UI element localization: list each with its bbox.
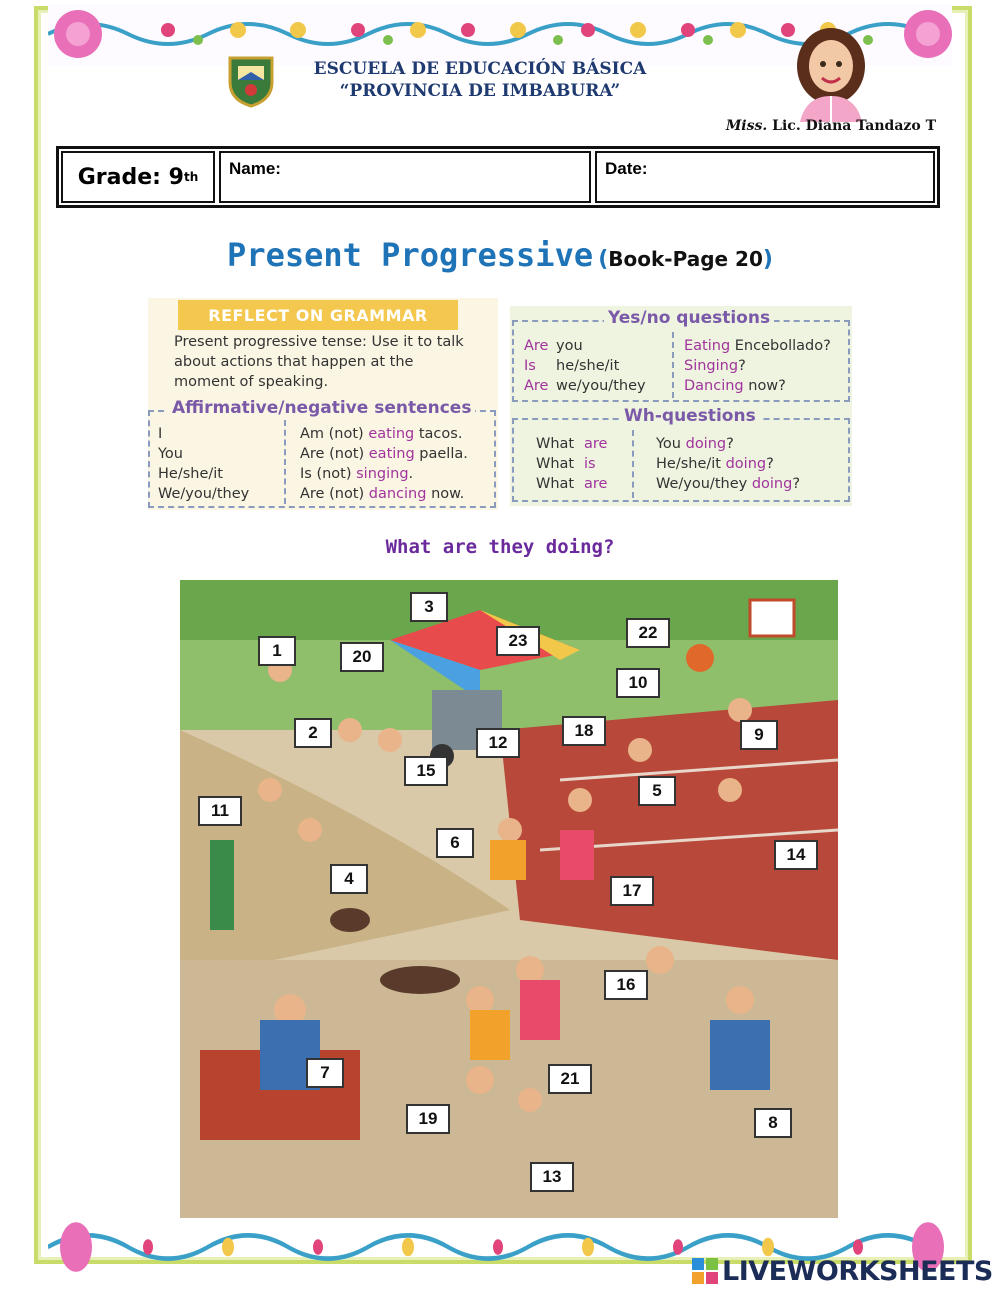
wh-aux-0: are bbox=[584, 436, 608, 452]
name-label: Name: bbox=[229, 159, 281, 178]
aff-row-3 bbox=[300, 484, 496, 504]
picture-label-20: 20 bbox=[340, 642, 384, 672]
aff-row-2 bbox=[300, 464, 496, 484]
wh-subject-1: He/she/it bbox=[656, 456, 721, 472]
affirmative-heading: Affirmative/negative sentences bbox=[168, 398, 475, 418]
grammar-panel-left bbox=[148, 298, 498, 510]
title-open-paren: ( bbox=[598, 247, 609, 272]
teacher-signature bbox=[700, 118, 936, 134]
picture-label-11: 11 bbox=[198, 796, 242, 826]
wh-heading: Wh-questions bbox=[620, 406, 760, 426]
wh-rest-1: ? bbox=[766, 456, 774, 472]
picture-label-17: 17 bbox=[610, 876, 654, 906]
yn-row-1 bbox=[524, 356, 674, 376]
affirmative-verbs bbox=[300, 424, 496, 504]
picture-label-2: 2 bbox=[294, 718, 332, 748]
student-info-table bbox=[56, 146, 940, 208]
wh-right-2 bbox=[656, 474, 850, 494]
picture-label-7: 7 bbox=[306, 1058, 344, 1088]
date-label: Date: bbox=[605, 159, 648, 178]
picture-label-8: 8 bbox=[754, 1108, 792, 1138]
wh-aux-2: are bbox=[584, 476, 608, 492]
aff-subject-2: He/she/it bbox=[158, 466, 223, 482]
wh-rest-0: ? bbox=[726, 436, 734, 452]
aff-rest-3: now. bbox=[431, 486, 465, 502]
teacher-avatar bbox=[786, 26, 876, 122]
picture-label-9: 9 bbox=[740, 720, 778, 750]
wh-left bbox=[536, 434, 636, 494]
wh-ing-0: doing bbox=[685, 436, 727, 452]
aff-verb-2: Is (not) bbox=[300, 466, 352, 482]
aff-subject-0: I bbox=[158, 426, 163, 442]
yesno-right bbox=[684, 336, 850, 396]
aff-ing-1: eating bbox=[368, 446, 415, 462]
aff-verb-3: Are (not) bbox=[300, 486, 365, 502]
aff-rest-1: paella. bbox=[419, 446, 468, 462]
wh-row-1 bbox=[536, 454, 636, 474]
wh-word-0: What bbox=[536, 436, 575, 452]
yn-subject-0: you bbox=[556, 338, 583, 354]
grade-cell bbox=[61, 151, 215, 203]
teacher-prefix: Miss. bbox=[725, 118, 768, 134]
affirmative-subjects bbox=[158, 424, 288, 504]
yn-aux-0: Are bbox=[524, 338, 549, 354]
picture-label-21: 21 bbox=[548, 1064, 592, 1094]
page-title bbox=[0, 236, 1000, 274]
wh-rest-2: ? bbox=[792, 476, 801, 492]
aff-subject-1: You bbox=[158, 446, 183, 462]
grammar-panel-right bbox=[510, 306, 852, 506]
school-name-line2: “PROVINCIA DE IMBABURA” bbox=[339, 81, 621, 101]
yesno-heading: Yes/no questions bbox=[604, 308, 774, 328]
title-sub: Book-Page 20 bbox=[608, 247, 763, 271]
picture-label-12: 12 bbox=[476, 728, 520, 758]
wh-word-2: What bbox=[536, 476, 575, 492]
aff-rest-2: . bbox=[408, 466, 414, 482]
grade-value: 9 bbox=[168, 164, 184, 190]
wh-row-2 bbox=[536, 474, 636, 494]
yn-ing-0: Eating bbox=[684, 338, 731, 354]
park-illustration bbox=[180, 580, 838, 1218]
park-scene bbox=[180, 580, 838, 1218]
activity-question: What are they doing? bbox=[385, 536, 615, 558]
school-name-line1: ESCUELA DE EDUCACIÓN BÁSICA bbox=[313, 59, 647, 79]
yn-ing-1: Singing bbox=[684, 358, 739, 374]
yn-ing-2: Dancing bbox=[684, 378, 744, 394]
yn-right-2 bbox=[684, 376, 850, 396]
picture-label-15: 15 bbox=[404, 756, 448, 786]
picture-label-19: 19 bbox=[406, 1104, 450, 1134]
yn-row-0 bbox=[524, 336, 674, 356]
yn-aux-2: Are bbox=[524, 378, 549, 394]
aff-ing-0: eating bbox=[368, 426, 415, 442]
wh-ing-1: doing bbox=[725, 456, 767, 472]
yn-right-0 bbox=[684, 336, 850, 356]
date-field[interactable] bbox=[595, 151, 935, 203]
wh-subject-2: We/you/they bbox=[656, 476, 748, 492]
aff-verb-1: Are (not) bbox=[300, 446, 365, 462]
grade-label: Grade: bbox=[77, 164, 161, 190]
school-crest-icon bbox=[222, 50, 280, 108]
picture-label-18: 18 bbox=[562, 716, 606, 746]
title-close-paren: ) bbox=[762, 247, 773, 272]
aff-row-0 bbox=[300, 424, 496, 444]
wh-right-0 bbox=[656, 434, 850, 454]
liveworksheets-logo[interactable] bbox=[692, 1254, 993, 1288]
aff-verb-0: Am (not) bbox=[300, 426, 364, 442]
aff-ing-3: dancing bbox=[368, 486, 427, 502]
aff-row-1 bbox=[300, 444, 496, 464]
liveworksheets-text: LIVEWORKSHEETS bbox=[722, 1255, 993, 1287]
yn-subject-2: we/you/they bbox=[556, 378, 646, 394]
wh-subject-0: You bbox=[656, 436, 681, 452]
liveworksheets-mark-icon bbox=[692, 1258, 718, 1284]
wh-right-1 bbox=[656, 454, 850, 474]
wh-aux-1: is bbox=[584, 456, 596, 472]
wh-right bbox=[656, 434, 850, 494]
yn-rest-2: now? bbox=[748, 378, 786, 394]
title-main: Present Progressive bbox=[227, 236, 594, 274]
picture-label-23: 23 bbox=[496, 626, 540, 656]
picture-label-22: 22 bbox=[626, 618, 670, 648]
name-field[interactable] bbox=[219, 151, 591, 203]
yn-row-2 bbox=[524, 376, 674, 396]
picture-label-3: 3 bbox=[410, 592, 448, 622]
wh-word-1: What bbox=[536, 456, 575, 472]
wh-ing-2: doing bbox=[751, 476, 793, 492]
picture-label-6: 6 bbox=[436, 828, 474, 858]
yn-subject-1: he/she/it bbox=[556, 358, 620, 374]
picture-label-13: 13 bbox=[530, 1162, 574, 1192]
grade-suffix: th bbox=[183, 170, 199, 184]
picture-label-5: 5 bbox=[638, 776, 676, 806]
aff-rest-0: tacos. bbox=[418, 426, 463, 442]
wh-row-0 bbox=[536, 434, 636, 454]
aff-subject-3: We/you/they bbox=[158, 486, 250, 502]
yn-rest-0: Encebollado? bbox=[734, 338, 831, 354]
yn-aux-1: Is bbox=[524, 358, 536, 374]
yn-right-1 bbox=[684, 356, 850, 376]
reflect-banner: REFLECT ON GRAMMAR bbox=[178, 300, 458, 330]
school-name bbox=[300, 58, 660, 102]
yesno-left bbox=[524, 336, 674, 396]
picture-label-14: 14 bbox=[774, 840, 818, 870]
picture-label-4: 4 bbox=[330, 864, 368, 894]
picture-label-10: 10 bbox=[616, 668, 660, 698]
teacher-name: Lic. Diana Tandazo T bbox=[772, 118, 936, 134]
reflect-text: Present progressive tense: Use it to talk about actions that happen at the moment of speaking. bbox=[174, 334, 464, 390]
picture-label-16: 16 bbox=[604, 970, 648, 1000]
picture-label-1: 1 bbox=[258, 636, 296, 666]
yn-rest-1: ? bbox=[738, 358, 746, 374]
aff-ing-2: singing bbox=[356, 466, 409, 482]
